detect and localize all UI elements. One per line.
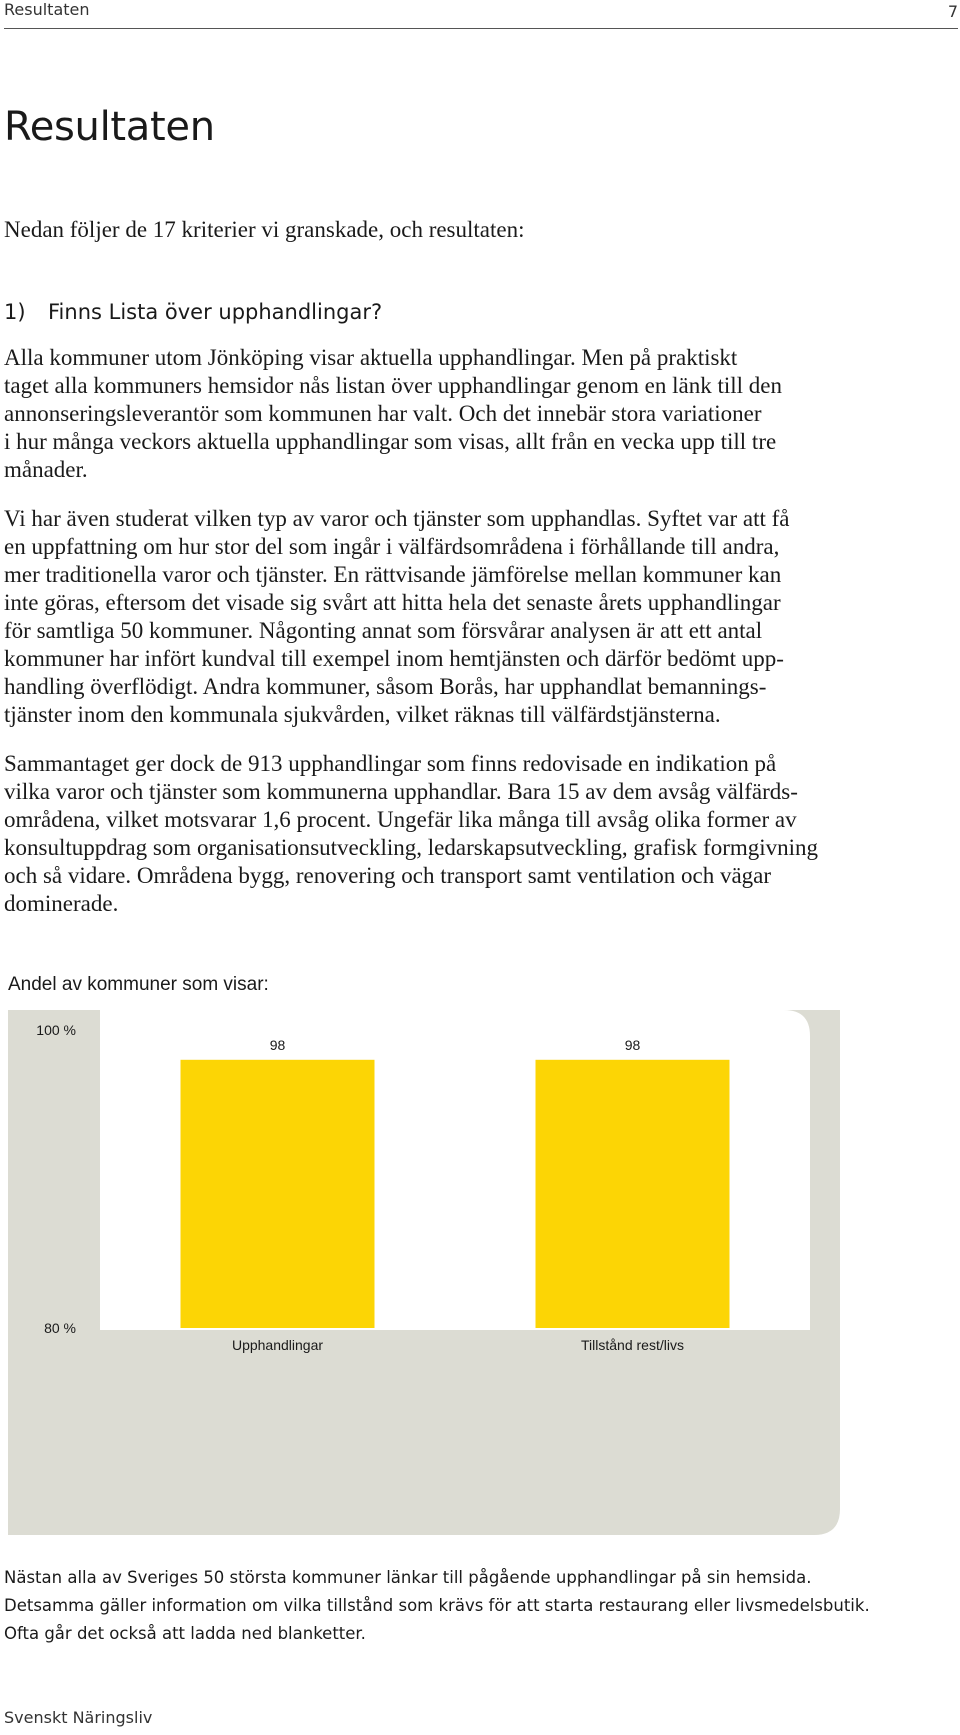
data-label: 98 [269, 1036, 286, 1053]
chart-caption [4, 1564, 870, 1648]
footer-publisher: Svenskt Näringsliv [4, 1708, 153, 1727]
running-header-section: Resultaten [4, 0, 90, 19]
paragraph-line: konsultuppdrag som organisationsutveckling, ledarskapsutveckling, grafisk formgivning [4, 835, 819, 860]
paragraph-line: månader. [4, 457, 88, 482]
paragraph-line: kommuner har infört kundval till exempel inom hemtjänsten och därför bedömt upp- [4, 646, 784, 671]
paragraph-line: för samtliga 50 kommuner. Någonting annat som försvårar analysen är att ett antal [4, 618, 763, 643]
paragraph-line: i hur många veckors aktuella upphandlingar som visas, allt från en vecka upp till tre [4, 429, 777, 454]
chart-title: Andel av kommuner som visar: [8, 974, 269, 995]
question-heading [4, 300, 382, 324]
paragraph-line: dominerade. [4, 891, 119, 916]
bar-chart-svg [8, 1010, 864, 1535]
paragraph-2 [4, 505, 959, 729]
running-header [4, 0, 958, 29]
intro-text: Nedan följer de 17 kriterier vi granskade, och resultaten: [4, 217, 525, 242]
caption-line: Nästan alla av Sveriges 50 största kommuner länkar till pågående upphandlingar på sin hemsida. [4, 1568, 812, 1587]
y-tick-label: 100 % [36, 1022, 76, 1038]
question-text: Finns Lista över upphandlingar? [48, 300, 383, 324]
bar [536, 1060, 730, 1328]
paragraph-line: inte göras, eftersom det visade sig svårt att hitta hela det senaste årets upphandlingar [4, 590, 781, 615]
paragraph-1 [4, 344, 959, 484]
question-number: 1) [4, 300, 26, 324]
bar [181, 1060, 375, 1328]
paragraph-line: handling överflödigt. Andra kommuner, såsom Borås, har upphandlat bemannings- [4, 674, 767, 699]
paragraph-line: områdena, vilket motsvarar 1,6 procent. Ungefär lika många till avsåg olika former av [4, 807, 797, 832]
y-tick-label: 80 % [44, 1320, 76, 1336]
paragraph-line: annonseringsleverantör som kommunen har valt. Och det innebär stora variationer [4, 401, 762, 426]
bar-chart [8, 1010, 864, 1535]
paragraph-line: Vi har även studerat vilken typ av varor och tjänster som upphandlas. Syftet var att få [4, 506, 790, 531]
caption-line: Detsamma gäller information om vilka tillstånd som krävs för att starta restaurang eller livsmedelsbutik. [4, 1596, 870, 1615]
paragraph-line: Alla kommuner utom Jönköping visar aktuella upphandlingar. Men på praktiskt [4, 345, 738, 370]
paragraph-line: tjänster inom den kommunala sjukvården, vilket räknas till välfärdstjänsterna. [4, 702, 721, 727]
caption-line: Ofta går det också att ladda ned blanketter. [4, 1624, 366, 1643]
category-label: Tillstånd rest/livs [581, 1337, 684, 1353]
paragraph-line: Sammantaget ger dock de 913 upphandlingar som finns redovisade en indikation på [4, 751, 777, 776]
data-label: 98 [624, 1036, 641, 1053]
paragraph-line: taget alla kommuners hemsidor nås listan över upphandlingar genom en länk till den [4, 373, 782, 398]
page-title: Resultaten [4, 104, 215, 150]
page-number: 7 [947, 2, 958, 21]
paragraph-line: en uppfattning om hur stor del som ingår i välfärdsområdena i förhållande till andra, [4, 534, 780, 559]
paragraph-line: vilka varor och tjänster som kommunerna upphandlar. Bara 15 av dem avsåg välfärds- [4, 779, 798, 804]
category-label: Upphandlingar [231, 1337, 324, 1353]
paragraph-line: och så vidare. Områdena bygg, renovering och transport samt ventilation och vägar [4, 863, 772, 888]
paragraph-line: mer traditionella varor och tjänster. En rättvisande jämförelse mellan kommuner kan [4, 562, 782, 587]
paragraph-3 [4, 750, 959, 918]
